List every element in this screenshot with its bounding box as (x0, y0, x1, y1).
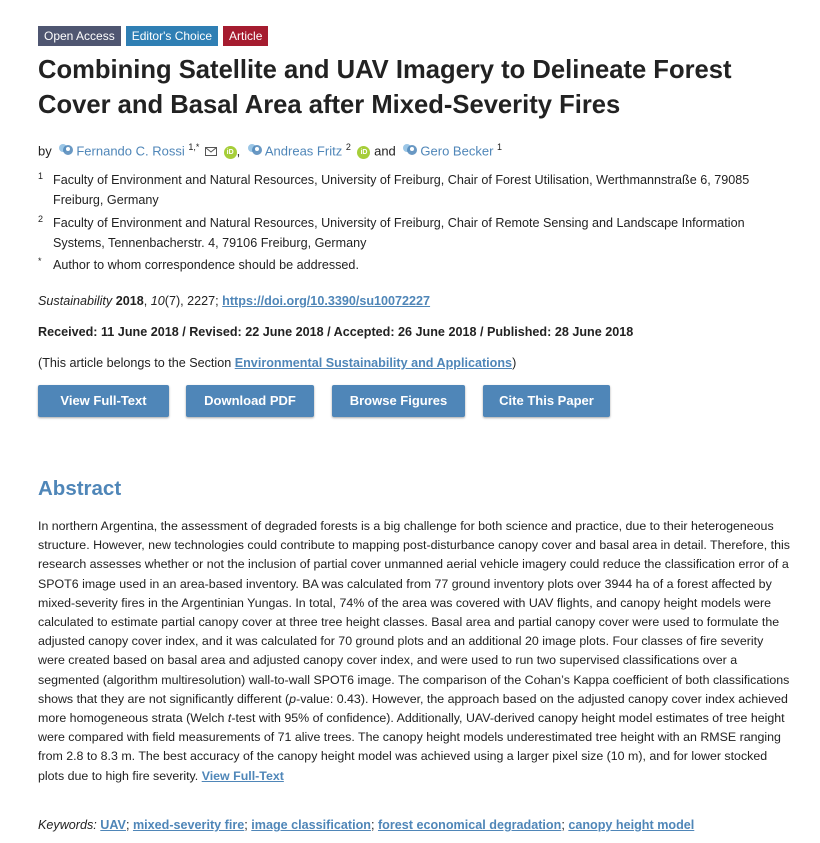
orcid-icon[interactable]: iD (224, 146, 237, 159)
author-separator: , (236, 143, 241, 159)
author-list (38, 138, 502, 160)
badge-row (38, 26, 268, 46)
affiliation-number: 1 (38, 171, 44, 181)
keyword-separator: ; (125, 818, 130, 832)
keyword-link[interactable]: UAV (100, 818, 126, 832)
citation-volume: 10 (150, 294, 165, 308)
abstract-part-2: -value: 0.43). However, the approach based on the adjusted canopy cover index achieved more homogeneous strata (Welch (38, 691, 788, 726)
keyword-separator: ; (561, 818, 565, 832)
citation-year: 2018 (115, 294, 144, 308)
abstract-text (38, 517, 790, 786)
affiliation-number: * (38, 256, 42, 266)
author-link-rossi[interactable]: Fernando C. Rossi (76, 143, 185, 159)
author-profile-icon (247, 143, 263, 157)
section-link[interactable]: Environmental Sustainability and Applications (234, 356, 513, 370)
download-pdf-button[interactable]: Download PDF (186, 385, 314, 417)
section-suffix: ) (512, 356, 517, 370)
view-full-text-link[interactable]: View Full-Text (201, 768, 284, 783)
affiliation-1 (38, 170, 783, 210)
author-link-becker[interactable]: Gero Becker (420, 143, 494, 159)
affiliation-corresponding (38, 255, 783, 275)
affiliation-text: Faculty of Environment and Natural Resources, University of Freiburg, Chair of Forest Utilisation, Werthmannstraße 6, 79085 Freiburg, Germany (53, 173, 750, 207)
keyword-link[interactable]: image classification (251, 818, 371, 832)
open-access-badge: Open Access (38, 26, 121, 46)
editors-choice-badge: Editor's Choice (126, 26, 218, 46)
author-profile-icon (402, 143, 418, 157)
affiliation-text: Author to whom correspondence should be addressed. (53, 258, 359, 272)
article-title: Combining Satellite and UAV Imagery to Delineate Forest Cover and Basal Area after Mixed-Severity Fires (38, 56, 732, 119)
and-label: and (374, 143, 396, 159)
section-prefix: (This article belongs to the Section (38, 356, 235, 370)
keyword-separator: ; (244, 818, 248, 832)
citation-issue-pages: (7), 2227; (164, 294, 219, 308)
abstract-heading: Abstract (38, 477, 122, 500)
author-affil-sup: 2 (345, 142, 351, 152)
view-full-text-button[interactable]: View Full-Text (38, 385, 169, 417)
abstract-part-1: In northern Argentina, the assessment of degraded forests is a big challenge for both science and practice, due to their heterogeneous structure. However, new technologies could contribute to mapping post-disturbance canopy cover and basal area in detail. Therefore, this research assesses whether or not the inclusion of partial cover unmanned aerial vehicle imagery could reduce the classification error of a SPOT6 image used in an area-based inventory. BA was calculated from 77 ground inventory plots over 3944 ha of a forest affected by mixed-severity fires in the Argentinian Yungas. In total, 74% of the area was covered with UAV flights, and canopy height models were calculated to estimate partial canopy cover at three tree height classes. Basal area and partial canopy cover were used to formulate the adjusted canopy cover index, and it was calculated for 70 ground plots and an additional 20 image plots. Four classes of fire severity were created based on basal area and adjusted canopy cover index, and were used to run two supervised classifications over a segmented (algorithm multiresolution) wall-to-wall SPOT6 image. The comparison of the Cohan’s Kappa coefficient of both classifications shows that they are not significantly different ( (38, 519, 790, 706)
keyword-separator: ; (370, 818, 375, 832)
abstract-part-3: -test with 95% of confidence). Additionally, UAV-derived canopy height model estimates of tree height were compared with field measurements of 71 alive trees. The canopy height models underestimated tree height with an RMSE ranging from 2.8 to 8.3 m. The best accuracy of the canopy height model was achieved using a larger pixel size (10 m), and for lower stocked plots due to high fire severity. (38, 711, 785, 783)
affiliation-text: Faculty of Environment and Natural Resources, University of Freiburg, Chair of Remote Sensing and Landscape Information Systems, Tennenbacherstr. 4, 79106 Freiburg, Germany (53, 216, 745, 250)
browse-figures-button[interactable]: Browse Figures (332, 385, 465, 417)
email-icon[interactable] (205, 147, 217, 156)
author-affil-sup: 1 (497, 142, 503, 152)
affiliation-number: 2 (38, 214, 44, 224)
keyword-link[interactable]: forest economical degradation (377, 818, 562, 832)
keyword-link[interactable]: canopy height model (568, 818, 695, 832)
citation-line: Sustainability 2018, 10(7), 2227; https://doi.org/10.3390/su10072227 (38, 294, 431, 308)
abstract-p-symbol: p (289, 691, 297, 706)
article-type-badge: Article (223, 26, 268, 46)
keywords-line (38, 818, 694, 832)
author-affil-sup: 1,* (188, 142, 200, 152)
section-note (38, 356, 516, 370)
journal-name: Sustainability (38, 294, 113, 308)
author-link-fritz[interactable]: Andreas Fritz (264, 143, 343, 159)
cite-paper-button[interactable]: Cite This Paper (483, 385, 610, 417)
by-label: by (38, 143, 52, 159)
affiliation-2 (38, 213, 783, 253)
orcid-icon[interactable]: iD (357, 146, 370, 159)
keyword-link[interactable]: mixed-severity fire (132, 818, 245, 832)
author-profile-icon (58, 143, 74, 157)
doi-link[interactable]: https://doi.org/10.3390/su10072227 (222, 294, 431, 308)
publication-dates: Received: 11 June 2018 / Revised: 22 June 2018 / Accepted: 26 June 2018 / Published: 28 June 2018 (38, 325, 634, 339)
abstract-t-symbol: t (227, 711, 232, 726)
keywords-label: Keywords: (38, 818, 97, 832)
